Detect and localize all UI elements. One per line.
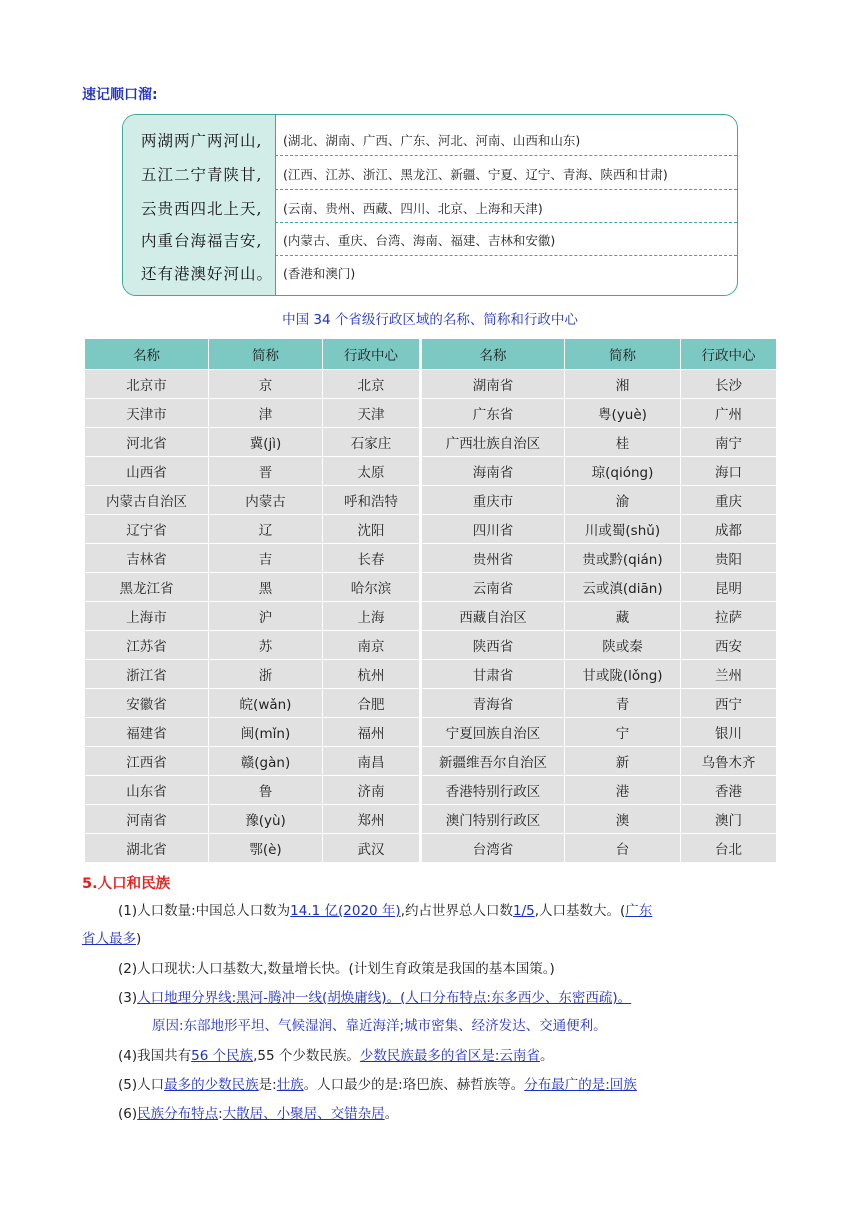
cell-name: 陕西省 xyxy=(421,631,565,660)
cell-abbr: 甘或陇(lǒng) xyxy=(565,660,681,689)
column-header-name: 名称 xyxy=(85,339,209,370)
paragraph-reason: 原因:东部地形平坦、气候湿润、靠近海洋;城市密集、经济发达、交通便利。 xyxy=(152,1018,607,1034)
cell-capital: 合肥 xyxy=(323,689,421,718)
cell-abbr: 鄂(è) xyxy=(209,834,323,863)
cell-abbr: 浙 xyxy=(209,660,323,689)
mnemonic-note: (江西、江苏、浙江、黑龙江、新疆、宁夏、辽宁、青海、陕西和甘肃) xyxy=(283,167,668,182)
cell-capital: 银川 xyxy=(681,718,777,747)
cell-name: 天津市 xyxy=(85,399,209,428)
cell-capital: 福州 xyxy=(323,718,421,747)
mnemonic-row xyxy=(123,256,737,289)
cell-abbr: 皖(wǎn) xyxy=(209,689,323,718)
paragraph-population-status: (2)人口现状:人口基数大,数量增长快。(计划生育政策是我国的基本国策。) xyxy=(118,961,555,977)
cell-name: 湖南省 xyxy=(421,370,565,399)
column-header-capital: 行政中心 xyxy=(681,339,777,370)
cell-abbr: 京 xyxy=(209,370,323,399)
cell-abbr: 苏 xyxy=(209,631,323,660)
cell-abbr: 辽 xyxy=(209,515,323,544)
table-row xyxy=(85,370,777,399)
cell-abbr: 藏 xyxy=(565,602,681,631)
text: 。 xyxy=(384,1106,399,1122)
cell-capital: 西宁 xyxy=(681,689,777,718)
cell-capital: 太原 xyxy=(323,457,421,486)
table-row xyxy=(85,544,777,573)
link-mixed-living[interactable]: 大散居、小聚居、交错杂居 xyxy=(222,1106,385,1122)
cell-abbr: 吉 xyxy=(209,544,323,573)
cell-capital: 南宁 xyxy=(681,428,777,457)
cell-abbr: 陕或秦 xyxy=(565,631,681,660)
cell-abbr: 津 xyxy=(209,399,323,428)
cell-abbr: 湘 xyxy=(565,370,681,399)
cell-name: 广西壮族自治区 xyxy=(421,428,565,457)
table-row xyxy=(85,428,777,457)
cell-capital: 乌鲁木齐 xyxy=(681,747,777,776)
link-population[interactable]: 14.1 亿(2020 年) xyxy=(290,903,401,919)
cell-capital: 天津 xyxy=(323,399,421,428)
table-row xyxy=(85,805,777,834)
table-row xyxy=(85,515,777,544)
text: (3) xyxy=(118,990,138,1006)
cell-name: 香港特别行政区 xyxy=(421,776,565,805)
table-row xyxy=(85,486,777,515)
cell-capital: 昆明 xyxy=(681,573,777,602)
link-zhuang[interactable]: 壮族 xyxy=(276,1077,304,1093)
cell-capital: 海口 xyxy=(681,457,777,486)
cell-name: 江西省 xyxy=(85,747,209,776)
table-row xyxy=(85,834,777,863)
mnemonic-note: (香港和澳门) xyxy=(283,266,356,281)
link-hui[interactable]: 分布最广的是:回族 xyxy=(524,1077,637,1093)
mnemonic-note: (内蒙古、重庆、台湾、海南、福建、吉林和安徽) xyxy=(283,233,556,248)
paragraph-ethnic-groups xyxy=(118,1045,553,1067)
mnemonic-line: 内重台海福吉安, xyxy=(141,232,263,250)
cell-abbr: 黑 xyxy=(209,573,323,602)
link-most-populous[interactable]: 省人最多 xyxy=(82,931,136,947)
cell-abbr: 云或滇(diān) xyxy=(565,573,681,602)
cell-capital: 沈阳 xyxy=(323,515,421,544)
cell-name: 安徽省 xyxy=(85,689,209,718)
mnemonic-box xyxy=(122,114,738,296)
mnemonic-line: 两湖两广两河山, xyxy=(141,132,263,150)
paragraph-population-count xyxy=(118,900,652,922)
row-divider xyxy=(275,155,737,156)
cell-capital: 成都 xyxy=(681,515,777,544)
table-row xyxy=(85,660,777,689)
cell-capital: 澳门 xyxy=(681,805,777,834)
cell-name: 辽宁省 xyxy=(85,515,209,544)
cell-capital: 杭州 xyxy=(323,660,421,689)
cell-name: 宁夏回族自治区 xyxy=(421,718,565,747)
cell-name: 山东省 xyxy=(85,776,209,805)
link-largest-minority[interactable]: 最多的少数民族 xyxy=(164,1077,259,1093)
cell-abbr: 新 xyxy=(565,747,681,776)
text: 是: xyxy=(258,1077,277,1093)
mnemonic-row xyxy=(123,191,737,224)
cell-capital: 北京 xyxy=(323,370,421,399)
cell-abbr: 内蒙古 xyxy=(209,486,323,515)
cell-capital: 长春 xyxy=(323,544,421,573)
text: ,人口基数大。( xyxy=(534,903,626,919)
paragraph-distribution xyxy=(118,1103,398,1125)
table-row xyxy=(85,457,777,486)
text: (1)人口数量:中国总人口数为 xyxy=(118,903,291,919)
cell-abbr: 闽(mǐn) xyxy=(209,718,323,747)
mnemonic-row xyxy=(123,123,737,156)
mnemonic-heading: 速记顺口溜: xyxy=(82,87,158,103)
text: ) xyxy=(136,931,142,947)
cell-name: 北京市 xyxy=(85,370,209,399)
paragraph-minorities xyxy=(118,1074,637,1096)
cell-capital: 上海 xyxy=(323,602,421,631)
text: (6) xyxy=(118,1106,138,1122)
table-row xyxy=(85,718,777,747)
cell-name: 海南省 xyxy=(421,457,565,486)
column-header-capital: 行政中心 xyxy=(323,339,421,370)
cell-abbr: 豫(yù) xyxy=(209,805,323,834)
cell-abbr: 港 xyxy=(565,776,681,805)
cell-capital: 长沙 xyxy=(681,370,777,399)
cell-capital: 台北 xyxy=(681,834,777,863)
cell-name: 青海省 xyxy=(421,689,565,718)
cell-abbr: 台 xyxy=(565,834,681,863)
cell-capital: 济南 xyxy=(323,776,421,805)
cell-name: 湖北省 xyxy=(85,834,209,863)
row-divider xyxy=(275,189,737,190)
column-header-name: 名称 xyxy=(421,339,565,370)
cell-abbr: 鲁 xyxy=(209,776,323,805)
cell-capital: 广州 xyxy=(681,399,777,428)
cell-abbr: 澳 xyxy=(565,805,681,834)
table-header-row xyxy=(85,339,777,370)
cell-abbr: 沪 xyxy=(209,602,323,631)
cell-capital: 贵阳 xyxy=(681,544,777,573)
cell-name: 上海市 xyxy=(85,602,209,631)
cell-name: 河北省 xyxy=(85,428,209,457)
link-hu-line[interactable]: 人口地理分界线:黑河-腾冲一线(胡焕庸线)。(人口分布特点:东多西少、东密西疏)。 xyxy=(137,990,632,1006)
cell-abbr: 桂 xyxy=(565,428,681,457)
cell-abbr: 冀(jì) xyxy=(209,428,323,457)
cell-abbr: 贵或黔(qián) xyxy=(565,544,681,573)
link-yunnan[interactable]: 少数民族最多的省区是:云南省 xyxy=(359,1048,540,1064)
table-row xyxy=(85,631,777,660)
column-header-abbr: 简称 xyxy=(565,339,681,370)
cell-abbr: 赣(gàn) xyxy=(209,747,323,776)
table-row xyxy=(85,689,777,718)
text: : xyxy=(218,1106,223,1122)
text: 。 xyxy=(539,1048,554,1064)
cell-abbr: 渝 xyxy=(565,486,681,515)
text: 。人口最少的是:珞巴族、赫哲族等。 xyxy=(303,1077,525,1093)
text: (5)人口 xyxy=(118,1077,165,1093)
cell-name: 台湾省 xyxy=(421,834,565,863)
cell-abbr: 琼(qióng) xyxy=(565,457,681,486)
mnemonic-note: (湖北、湖南、广西、广东、河北、河南、山西和山东) xyxy=(283,133,581,148)
table-row xyxy=(85,399,777,428)
text: (4)我国共有 xyxy=(118,1048,192,1064)
section-title: 5.人口和民族 xyxy=(82,876,171,892)
cell-name: 四川省 xyxy=(421,515,565,544)
cell-capital: 拉萨 xyxy=(681,602,777,631)
cell-capital: 西安 xyxy=(681,631,777,660)
cell-name: 云南省 xyxy=(421,573,565,602)
mnemonic-row xyxy=(123,223,737,256)
mnemonic-line: 五江二宁青陕甘, xyxy=(141,166,263,184)
paragraph-continuation xyxy=(82,928,141,950)
cell-name: 新疆维吾尔自治区 xyxy=(421,747,565,776)
cell-name: 澳门特别行政区 xyxy=(421,805,565,834)
cell-capital: 武汉 xyxy=(323,834,421,863)
cell-name: 甘肃省 xyxy=(421,660,565,689)
cell-capital: 重庆 xyxy=(681,486,777,515)
link-fraction[interactable]: 1/5 xyxy=(513,903,535,919)
table-row xyxy=(85,776,777,805)
paragraph-population-line xyxy=(118,987,631,1009)
mnemonic-note: (云南、贵州、西藏、四川、北京、上海和天津) xyxy=(283,201,543,216)
cell-name: 福建省 xyxy=(85,718,209,747)
cell-name: 重庆市 xyxy=(421,486,565,515)
cell-capital: 郑州 xyxy=(323,805,421,834)
cell-abbr: 青 xyxy=(565,689,681,718)
cell-name: 广东省 xyxy=(421,399,565,428)
cell-capital: 南昌 xyxy=(323,747,421,776)
cell-name: 吉林省 xyxy=(85,544,209,573)
cell-name: 山西省 xyxy=(85,457,209,486)
province-table xyxy=(84,338,777,863)
mnemonic-row xyxy=(123,157,737,190)
table-row xyxy=(85,602,777,631)
link-guangdong[interactable]: 广东 xyxy=(625,903,653,919)
cell-abbr: 川或蜀(shǔ) xyxy=(565,515,681,544)
table-title: 中国 34 个省级行政区域的名称、简称和行政中心 xyxy=(282,312,578,328)
cell-capital: 呼和浩特 xyxy=(323,486,421,515)
cell-name: 河南省 xyxy=(85,805,209,834)
cell-abbr: 晋 xyxy=(209,457,323,486)
table-row xyxy=(85,747,777,776)
cell-name: 浙江省 xyxy=(85,660,209,689)
cell-capital: 石家庄 xyxy=(323,428,421,457)
link-56-ethnic[interactable]: 56 个民族 xyxy=(191,1048,254,1064)
link-distribution-feature[interactable]: 民族分布特点 xyxy=(137,1106,219,1122)
cell-name: 江苏省 xyxy=(85,631,209,660)
column-header-abbr: 简称 xyxy=(209,339,323,370)
mnemonic-line: 云贵西四北上天, xyxy=(141,200,263,218)
cell-capital: 哈尔滨 xyxy=(323,573,421,602)
cell-capital: 南京 xyxy=(323,631,421,660)
cell-abbr: 宁 xyxy=(565,718,681,747)
cell-capital: 兰州 xyxy=(681,660,777,689)
cell-name: 内蒙古自治区 xyxy=(85,486,209,515)
mnemonic-line: 还有港澳好河山。 xyxy=(141,265,274,283)
cell-capital: 香港 xyxy=(681,776,777,805)
table-row xyxy=(85,573,777,602)
cell-abbr: 粤(yuè) xyxy=(565,399,681,428)
text: ,55 个少数民族。 xyxy=(253,1048,360,1064)
cell-name: 西藏自治区 xyxy=(421,602,565,631)
cell-name: 贵州省 xyxy=(421,544,565,573)
text: ,约占世界总人口数 xyxy=(400,903,513,919)
cell-name: 黑龙江省 xyxy=(85,573,209,602)
